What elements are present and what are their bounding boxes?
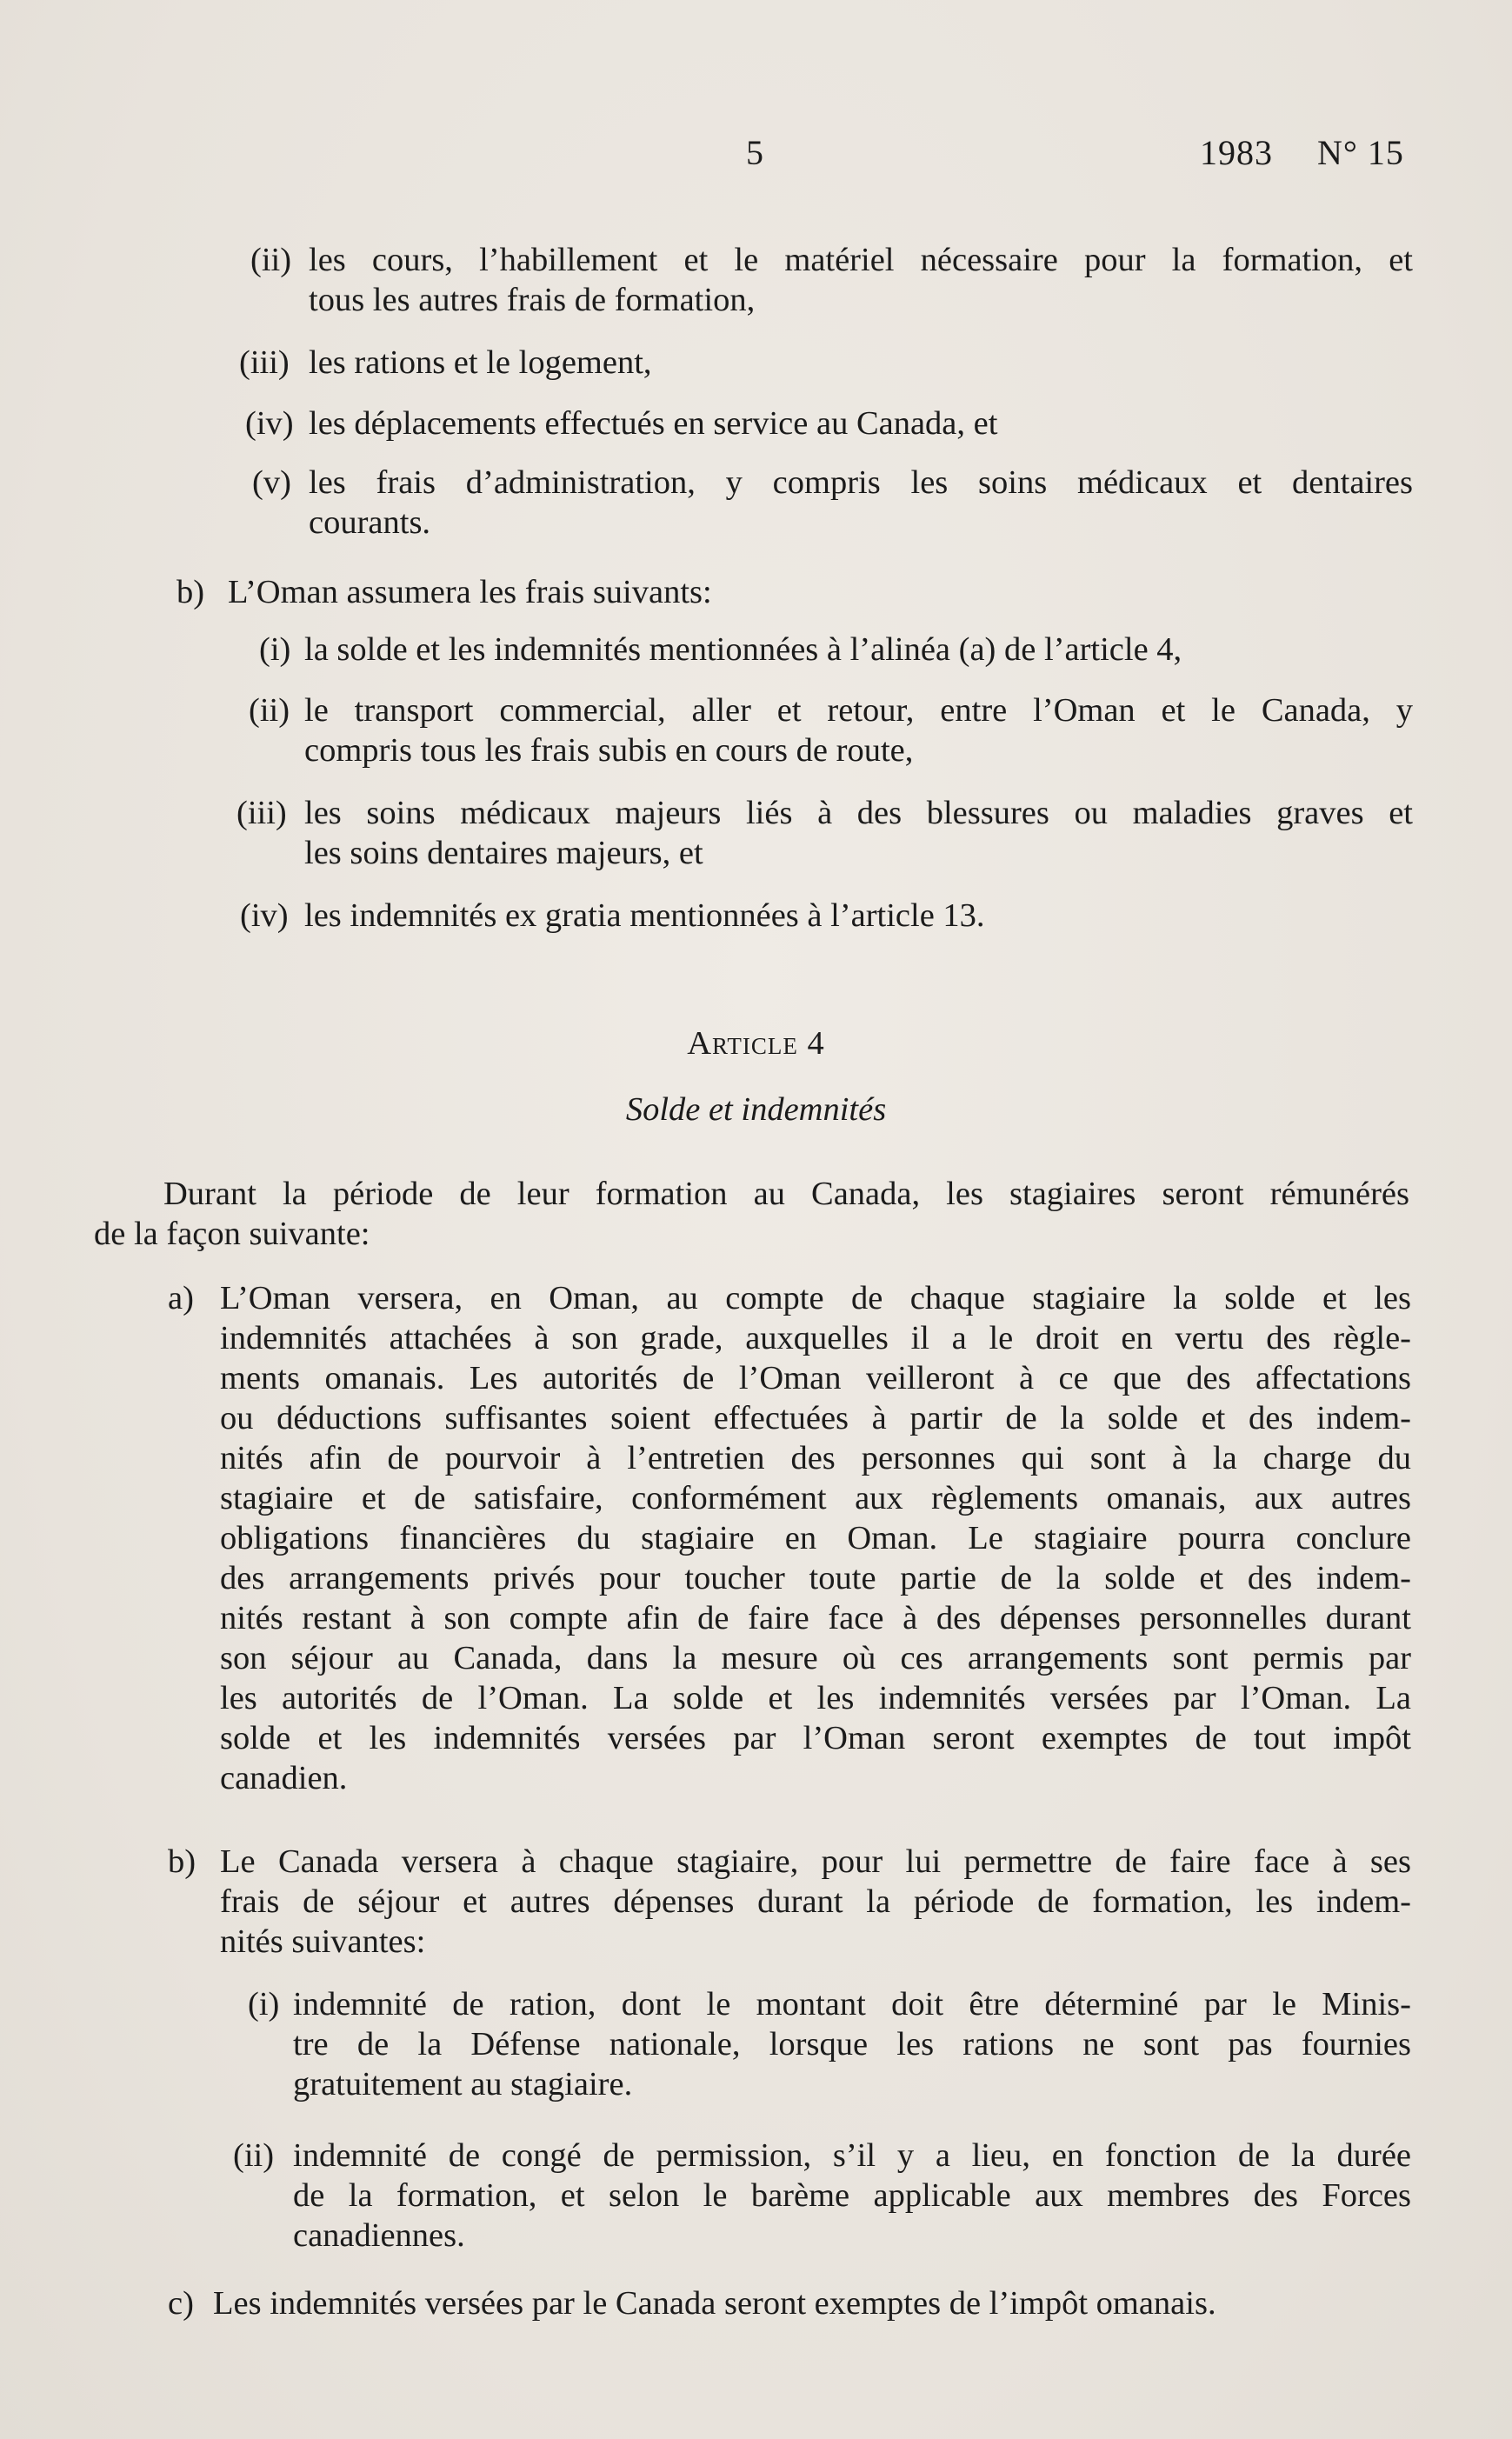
list-marker: (ii) bbox=[249, 692, 290, 729]
paragraph-marker: a) bbox=[168, 1280, 194, 1316]
document-year: 1983 bbox=[1200, 133, 1273, 172]
paragraph-marker: b) bbox=[168, 1843, 196, 1880]
paragraph-marker: c) bbox=[168, 2285, 194, 2322]
list-item: le transport commercial, aller et retour, entre l’Oman et le Canada, y compris tous les frais subis en cours de route, bbox=[304, 692, 1413, 769]
list-marker: (iii) bbox=[239, 344, 290, 381]
paragraph-a: L’Oman versera, en Oman, au compte de chaque stagiaire la solde et les indemnités attachées à son grade, auxquelles il a le droit en vertu des règle- ments omanais. Les autorités de l’Oman veilleront à ce que des affectations ou déductions suffisantes soient effectuées à partir de la solde et des indem- nités afin de pourvoir à l’entretien des personnes qui sont à la charge du stagiaire et de satisfaire, conformément aux règlements omanais, aux autres obligations financières du stagiaire en Oman. Le stagiaire pourra conclure des arrangements privés pour toucher toute partie de la solde et des indem- nités restant à son compte afin de faire face à des dépenses personnelles durant son séjour au Canada, dans la mesure où ces arrangements sont permis par les autorités de l’Oman. La solde et les indemnités versées par l’Oman. La solde et les indemnités versées par l’Oman seront exemptes de tout impôt canadien. bbox=[220, 1280, 1411, 1796]
list-item: les déplacements effectués en service au Canada, et bbox=[309, 405, 998, 442]
list-marker: (i) bbox=[259, 631, 291, 668]
paragraph-c: Les indemnités versées par le Canada seront exemptes de l’impôt omanais. bbox=[213, 2285, 1216, 2322]
list-item: les indemnités ex gratia mentionnées à l’article 13. bbox=[304, 897, 985, 934]
section-intro: L’Oman assumera les frais suivants: bbox=[228, 574, 712, 610]
list-marker: (iv) bbox=[245, 405, 294, 442]
page-number: 5 bbox=[746, 133, 764, 172]
list-item: les frais d’administration, y compris les soins médicaux et dentaires courants. bbox=[309, 464, 1413, 541]
list-marker: (i) bbox=[248, 1986, 280, 2023]
list-item: les soins médicaux majeurs liés à des blessures ou maladies graves et les soins dentaires majeurs, et bbox=[304, 795, 1413, 871]
article-heading: Article 4 bbox=[687, 1025, 825, 1062]
list-item: la solde et les indemnités mentionnées à l’alinéa (a) de l’article 4, bbox=[304, 631, 1182, 668]
list-marker: (iv) bbox=[240, 897, 289, 934]
intro-paragraph: Durant la période de leur formation au Canada, les stagiaires seront rémunérés de la façon suivante: bbox=[94, 1176, 1409, 1252]
document-number: N° 15 bbox=[1317, 133, 1404, 172]
list-item: les cours, l’habillement et le matériel nécessaire pour la formation, et tous les autres frais de formation, bbox=[309, 242, 1413, 318]
article-subtitle: Solde et indemnités bbox=[625, 1091, 887, 1128]
list-item: indemnité de congé de permission, s’il y a lieu, en fonction de la durée de la formation, et selon le barème applicable aux membres des Forces canadiennes. bbox=[293, 2137, 1411, 2254]
paragraph-b: Le Canada versera à chaque stagiaire, pour lui permettre de faire face à ses frais de séjour et autres dépenses durant la période de formation, les indem- nités suivantes: bbox=[220, 1843, 1411, 1960]
list-marker: (ii) bbox=[233, 2137, 275, 2174]
section-marker: b) bbox=[177, 574, 205, 610]
list-marker: (v) bbox=[252, 464, 291, 501]
list-marker: (ii) bbox=[250, 242, 292, 278]
list-item: les rations et le logement, bbox=[309, 344, 652, 381]
list-marker: (iii) bbox=[236, 795, 287, 831]
list-item: indemnité de ration, dont le montant doit être déterminé par le Minis- tre de la Défense nationale, lorsque les rations ne sont pas fournies gratuitement au stagiaire. bbox=[293, 1986, 1411, 2102]
